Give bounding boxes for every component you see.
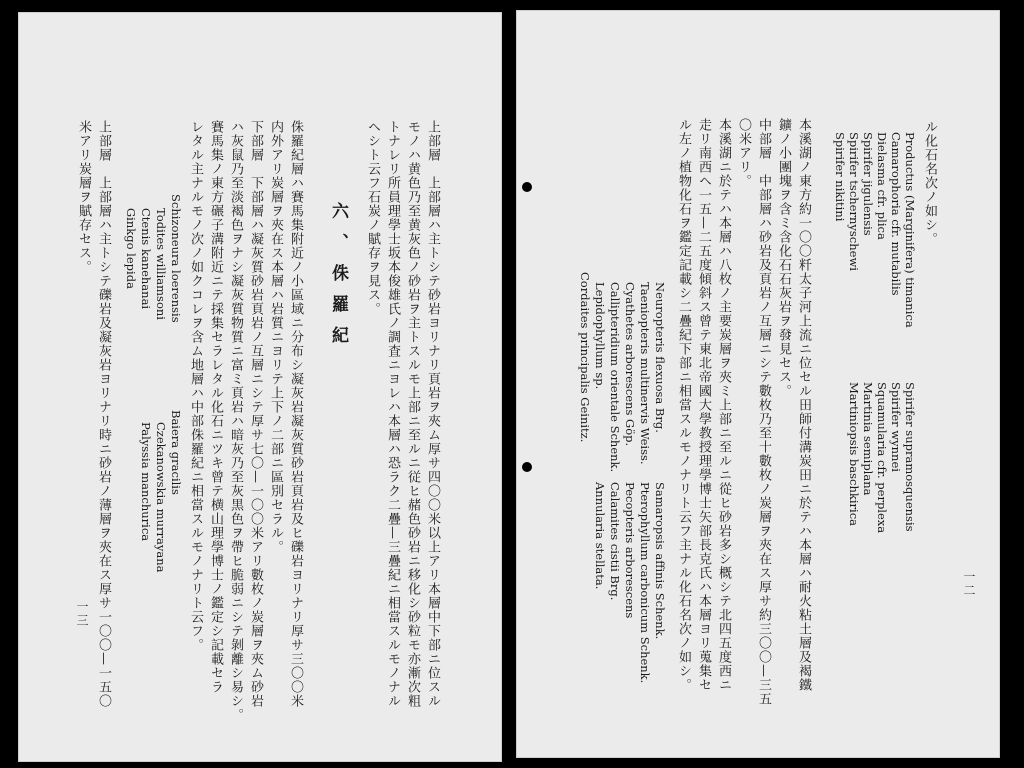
text-line: 中部層 中部層ハ砂岩及頁岩ノ互層ニシテ數枚乃至十數枚ノ炭層ヲ夾在ス厚サ約三〇〇—三五 [756,118,771,706]
fossil-name: Todites williamsoni [154,208,168,320]
fossil-name: Baiera gracilis [169,410,183,495]
text-line: 米アリ炭層ヲ賦存セス。 [76,120,91,274]
text-line: 内外アリ炭層ヲ夾在ス本層ハ岩質ニヨリテ上下ノ二部ニ區別セラル。 [268,120,283,554]
fossil-name: Spirifer jigulensis [861,132,875,236]
text-line: トナレリ所員理學士坂本俊雄氏ノ調査ニヨレハ本層ハ恐ラク二疊—三疊紀ニ相當スルモノナル [385,120,400,708]
text-line: 賽馬集ノ東方碾子溝附近ニテ採集セラレタル化石ニツキ曾テ横山理學博士ノ鑑定シ記載セラ [208,120,223,694]
fossil-name: Spirifer wynnei [889,382,903,472]
left-page [18,12,502,762]
fossil-name: Samaropsis affinis Schenk. [653,482,667,640]
right-page [516,10,1000,758]
fossil-name: Spirifer nikitini [833,132,847,222]
fossil-name: Spirifer tschernyschewi [847,132,861,271]
text-line: モノハ黄色乃至黄灰色ノ砂岩ヲ主トスルモ上部ニ至ルニ従ヒ赭色砂岩ニ移化シ砂粒モ亦漸次粗 [405,120,420,708]
fossil-name: Lepidophyllum sp. [593,282,607,390]
text-line: 本溪湖ノ東方約一〇〇粁太子河上流ニ位セル田師付溝炭田ニ於テハ本層ハ耐火粘土層及褐鐵 [796,118,811,692]
fossil-name: Camarophoria cfr. mutabilis [889,132,903,296]
fossil-name: Spirifer supramosquensis [903,382,917,532]
fossil-name: Cyathetes arborescens Gӧp. [623,282,637,447]
fossil-name: Callipteridium orientale Schenk. [608,282,622,473]
binding-hole [522,182,532,192]
text-line: ル化石名次ノ如シ。 [922,120,937,246]
fossil-name: Dielasma cfr. plica [875,132,889,240]
fossil-name: Annularia stellata. [593,482,607,590]
page-number: 一二 [962,570,976,598]
fossil-name: Neuropteris flexuosa Brg. [653,282,667,433]
fossil-name: Pterophyllum carbonicum Schenk. [638,482,652,684]
section-heading: 六、侏羅紀 [328,202,348,357]
fossil-name: Taeniopteris multinervis Weiss. [638,282,652,465]
fossil-name: Martiniopsis baschkirica [847,382,861,527]
fossil-name: Ctenis kanehanai [139,208,153,310]
text-line: 上部層 上部層ハ主トシテ砂岩ヨリナリ頁岩ヲ夾ム厚サ四〇〇米以上アリ本層中下部ニ位スル [425,120,440,708]
binding-hole [506,184,516,194]
fossil-name: Productus (Marginifera) timanica [903,132,917,328]
fossil-name: Czekanowskia murrayana [154,422,168,573]
fossil-name: Calamites cistii Brg. [608,482,622,601]
fossil-name: Pecopteris arborescens [623,482,637,619]
fossil-name: Martinia semiplana [861,382,875,496]
text-line: ヘシト云フ石炭ノ賦存ヲ見ス。 [365,120,380,316]
text-line: 下部層 下部層ハ凝灰質砂岩頁岩ノ互層ニシテ厚サ七〇—一〇〇米アリ數枚ノ炭層ヲ夾ム砂岩 [248,120,263,708]
text-line: ル左ノ植物化石ヲ鑑定記載シ二疊紀下部ニ相當スルモノナリト云フ主ナル化石名次ノ如シ。 [676,118,691,692]
text-line: 侏羅紀層ハ賽馬集附近ノ小區域ニ分布シ凝灰岩凝灰質砂岩頁岩及ヒ礫岩ヨリナリ厚サ三〇〇米 [288,120,303,708]
fossil-name: Squamularia cfr. perplexa [875,382,889,534]
text-line: ハ灰鼠乃至淡褐色ヲナシ凝灰質物質ニ富ミ頁岩ハ暗灰乃至灰黒色ヲ帶ヒ脆弱ニシテ剝離シ易シ。 [228,120,243,722]
binding-hole [506,472,516,482]
text-line: 〇米アリ。 [736,118,751,188]
fossil-name: Palyssia manchurica [139,422,153,542]
binding-hole [522,462,532,472]
text-line: 本溪湖ニ於テハ本層ハ八枚ノ主要炭層ヲ夾ミ上部ニ至ルニ從ヒ砂岩多シ概シテ北四五度西ニ [716,118,731,692]
text-line: 走リ南西ヘ一五—二五度傾斜ス曾テ東北帝國大學教授理學博士矢部長克氏ハ本層ヨリ蒐集セ [696,118,711,692]
fossil-name: Cordaites principalis Geinitz. [578,272,592,443]
text-line: レタル主ナルモノ次ノ如クコレヲ含ム地層ハ中部侏羅紀ニ相當スルモノナリト云フ。 [188,120,203,652]
fossil-name: Schizoneura loerensis [169,194,183,323]
text-line: 鑛ノ小團塊ヲ含ミ含化石石灰岩ヲ發見セス。 [776,118,791,398]
page-number: 一三 [75,600,89,628]
fossil-name: Ginkgo lepida [124,208,138,289]
text-line: 上部層 上部層ハ主トシテ礫岩及凝灰岩ヨリナリ時ニ砂岩ノ薄層ヲ夾在ス厚サ一〇〇—一五〇 [96,120,111,708]
